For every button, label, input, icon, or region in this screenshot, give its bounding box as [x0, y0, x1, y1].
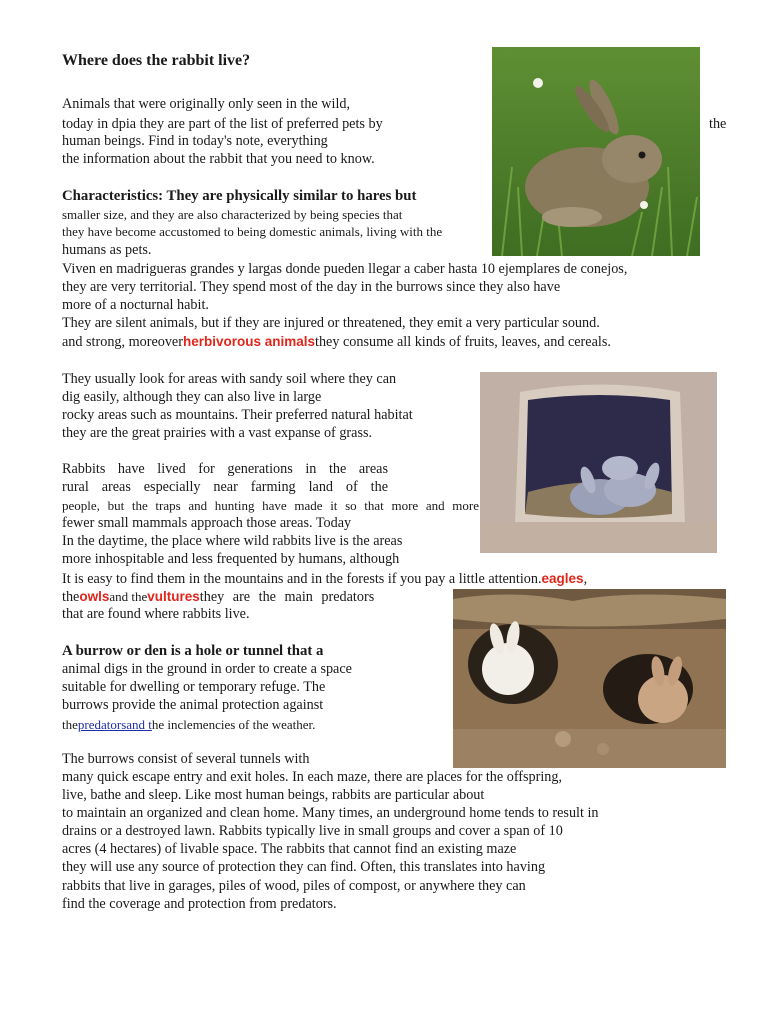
tunnels-line: rabbits that live in garages, piles of wood, piles of compost, or anywhere they can	[62, 878, 526, 894]
characteristics-line: humans as pets.	[62, 242, 152, 258]
characteristics-line: smaller size, and they are also characterized by being species that	[62, 207, 403, 222]
characteristics-line: Viven en madrigueras grandes y largas donde pueden llegar a caber hasta 10 ejemplares de conejos,	[62, 261, 628, 277]
owls-highlight: owls	[79, 589, 110, 604]
characteristics-line	[62, 333, 611, 351]
history-line: Rabbits have lived for generations in the areas	[62, 461, 388, 477]
habitat-line: rocky areas such as mountains. Their preferred natural habitat	[62, 407, 413, 423]
tunnels-line: acres (4 hectares) of livable space. The rabbits that cannot find an existing maze	[62, 841, 517, 857]
characteristics-line: They are silent animals, but if they are injured or threatened, they emit a very particular sound.	[62, 315, 600, 331]
intro-line: the information about the rabbit that you need to know.	[62, 151, 375, 167]
predators-link[interactable]: predatorsand t	[77, 717, 152, 732]
history-line: fewer small mammals approach those areas. Today	[62, 515, 352, 531]
habitat-line: they are the great prairies with a vast expanse of grass.	[62, 425, 373, 441]
intro-line-tail: the	[709, 116, 727, 132]
characteristics-line: they are very territorial. They spend most of the day in the burrows since they also have	[62, 279, 561, 295]
page-title: Where does the rabbit live?	[62, 52, 251, 69]
history-text: the	[62, 589, 80, 605]
history-line: people, but the traps and hunting have made it so that more and more	[62, 498, 479, 513]
rabbit-in-grass-photo	[492, 47, 700, 256]
history-text: and the	[109, 589, 148, 604]
history-line: that are found where rabbits live.	[62, 606, 250, 622]
burrow-line: animal digs in the ground in order to create a space	[62, 661, 352, 677]
history-line	[62, 588, 400, 606]
characteristics-text: and strong, moreover	[62, 334, 183, 350]
burrow-line: burrows provide the animal protection against	[62, 697, 324, 713]
burrow-line: suitable for dwelling or temporary refuge. The	[62, 679, 326, 695]
tunnels-line: many quick escape entry and exit holes. In each maze, there are places for the offspring,	[62, 769, 563, 785]
habitat-line: dig easily, although they can also live in large	[62, 389, 322, 405]
tunnels-line: they will use any source of protection they can find. Often, this translates into having	[62, 859, 546, 875]
characteristics-text: they consume all kinds of fruits, leaves, and cereals.	[315, 334, 611, 350]
intro-line: human beings. Find in today's note, everything	[62, 133, 328, 149]
characteristics-line: more of a nocturnal habit.	[62, 297, 209, 313]
burrow-heading: A burrow or den is a hole or tunnel that a	[62, 643, 324, 659]
characteristics-line: they have become accustomed to being domestic animals, living with the	[62, 224, 443, 239]
history-text: ,	[583, 571, 588, 587]
history-line: In the daytime, the place where wild rabbits live is the areas	[62, 533, 403, 549]
intro-line: today in dpia they are part of the list of preferred pets by	[62, 116, 383, 132]
intro-line: Animals that were originally only seen in the wild,	[62, 96, 351, 112]
burrow-line	[62, 716, 315, 733]
habitat-line: They usually look for areas with sandy soil where they can	[62, 371, 397, 387]
characteristics-heading: Characteristics: They are physically similar to hares but	[62, 188, 417, 204]
burrow-text: he inclemencies of the weather.	[151, 717, 316, 732]
history-line: more inhospitable and less frequented by humans, although	[62, 551, 400, 567]
history-text: It is easy to find them in the mountains and in the forests if you pay a little attention.	[62, 571, 542, 587]
history-line	[62, 570, 587, 588]
eagles-highlight: eagles	[541, 571, 584, 586]
herbivorous-highlight: herbivorous animals	[182, 334, 316, 349]
bunnies-in-burrow-photo	[480, 372, 717, 553]
rabbits-at-den-entrance-photo	[453, 589, 726, 768]
history-text: they are the main predators	[199, 589, 375, 605]
tunnels-line: drains or a destroyed lawn. Rabbits typically live in small groups and cover a span of 10	[62, 823, 563, 839]
tunnels-line: to maintain an organized and clean home. Many times, an underground home tends to result in	[62, 805, 599, 821]
burrow-text: the	[62, 717, 78, 732]
tunnels-line: find the coverage and protection from predators.	[62, 896, 337, 912]
tunnels-line: live, bathe and sleep. Like most human beings, rabbits are particular about	[62, 787, 485, 803]
tunnels-line: The burrows consist of several tunnels with	[62, 751, 310, 767]
vultures-highlight: vultures	[147, 589, 200, 604]
history-line: rural areas especially near farming land of the	[62, 479, 388, 495]
